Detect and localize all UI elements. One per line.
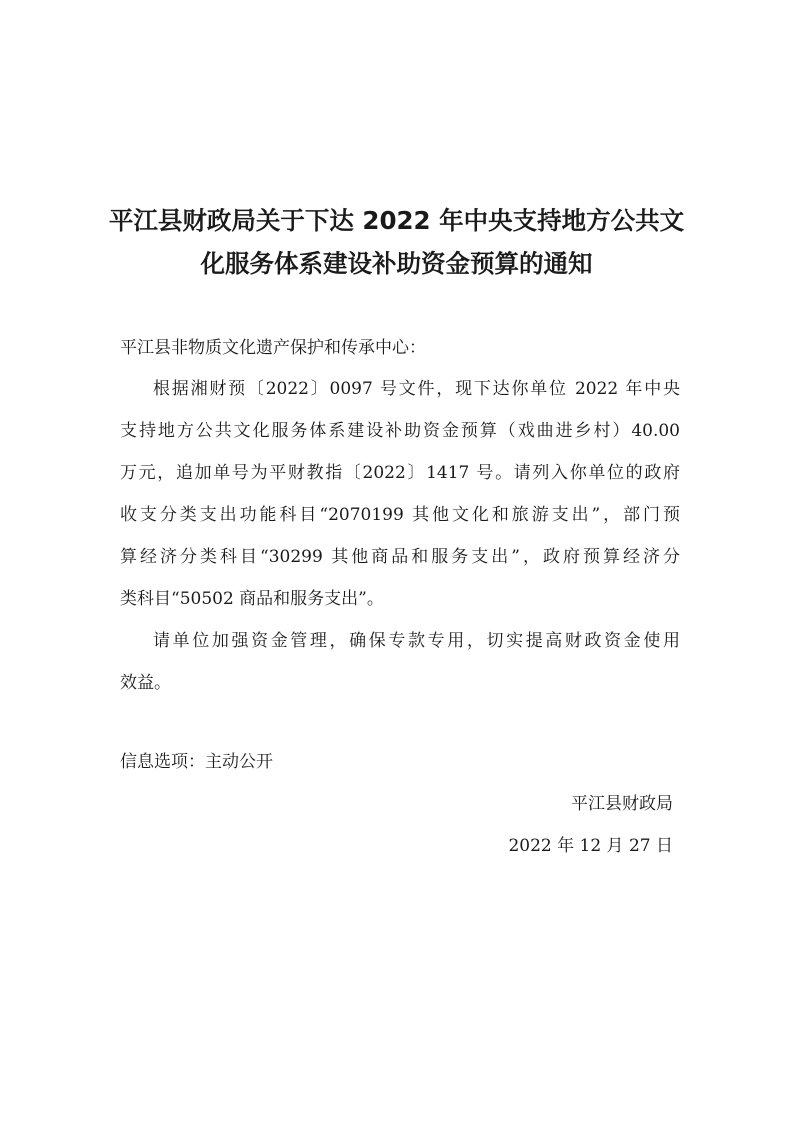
- addressee: 平江县非物质文化遗产保护和传承中心：: [120, 338, 426, 358]
- document-title-line-1: 平江县财政局关于下达 2022 年中央支持地方公共文: [108, 206, 685, 235]
- body-paragraph-1-line: 类科目“50502 商品和服务支出”。: [120, 589, 384, 609]
- disclosure-option: 信息选项：主动公开: [120, 752, 273, 772]
- body-paragraph-1-line: 收支分类支出功能科目“2070199 其他文化和旅游支出”，部门预: [120, 505, 680, 525]
- body-paragraph-1-line: 万元，追加单号为平财教指〔2022〕1417 号。请列入你单位的政府: [120, 463, 680, 483]
- body-paragraph-1-line: 支持地方公共文化服务体系建设补助资金预算（戏曲进乡村）40.00: [120, 421, 680, 441]
- issue-date: 2022 年 12 月 27 日: [508, 836, 673, 856]
- body-paragraph-2-line: 请单位加强资金管理，确保专款专用，切实提高财政资金使用: [153, 631, 680, 651]
- body-paragraph-2-line: 效益。: [120, 673, 171, 693]
- body-paragraph-1-line: 算经济分类科目“30299 其他商品和服务支出”，政府预算经济分: [120, 547, 680, 567]
- body-paragraph-1-line: 根据湘财预〔2022〕0097 号文件，现下达你单位 2022 年中央: [153, 379, 680, 399]
- issuer-signature: 平江县财政局: [571, 794, 673, 814]
- document-title-line-2: 化服务体系建设补助资金预算的通知: [200, 249, 593, 278]
